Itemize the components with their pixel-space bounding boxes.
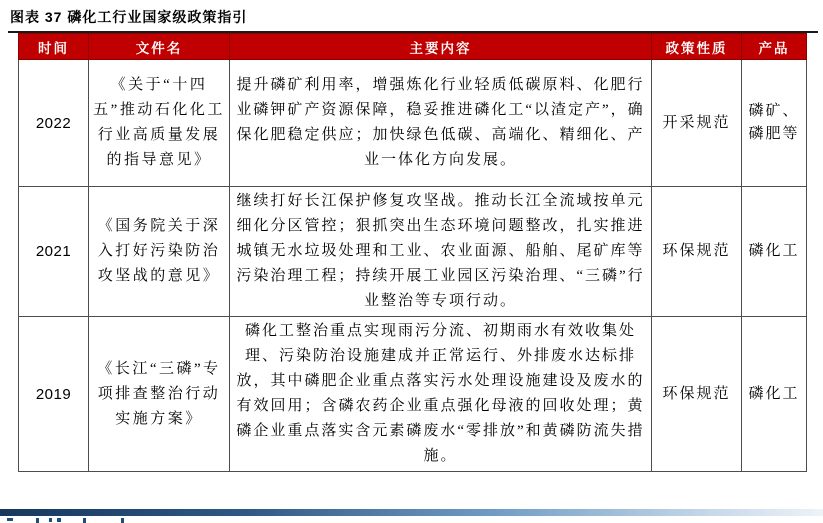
text-fragment xyxy=(57,518,61,522)
text-fragment xyxy=(121,518,124,523)
policy-table xyxy=(18,33,807,472)
table-row xyxy=(19,317,807,472)
cell-docname: 《国务院关于深入打好污染防治攻坚战的意见》 xyxy=(89,187,230,317)
text-fragment xyxy=(49,518,52,522)
header-row xyxy=(19,34,807,60)
cell-product: 磷矿、磷肥等 xyxy=(742,60,807,187)
cell-nature: 环保规范 xyxy=(652,317,742,472)
cell-year: 2022 xyxy=(19,60,89,187)
col-header-docname: 文件名 xyxy=(89,34,230,60)
cell-product: 磷化工 xyxy=(742,317,807,472)
col-header-product: 产品 xyxy=(742,34,807,60)
table-header xyxy=(19,34,807,60)
cell-nature: 开采规范 xyxy=(652,60,742,187)
cell-content: 磷化工整治重点实现雨污分流、初期雨水有效收集处理、污染防治设施建成并正常运行、外排废水达标排放，其中磷肥企业重点落实污水处理设施建设及废水的有效回用；含磷农药企业重点强化母液的回收处理；黄磷企业重点落实含元素磷废水“零排放”和黄磷防流失措施。 xyxy=(230,317,652,472)
cell-year: 2021 xyxy=(19,187,89,317)
cell-product: 磷化工 xyxy=(742,187,807,317)
col-header-time: 时间 xyxy=(19,34,89,60)
cell-nature: 环保规范 xyxy=(652,187,742,317)
footer-gradient-bar xyxy=(0,509,823,516)
cell-docname: 《关于“十四五”推动石化化工行业高质量发展的指导意见》 xyxy=(89,60,230,187)
text-fragment xyxy=(7,518,13,521)
cell-year: 2019 xyxy=(19,317,89,472)
clipped-footer-text xyxy=(0,518,300,523)
text-fragment xyxy=(83,518,86,523)
col-header-content: 主要内容 xyxy=(230,34,652,60)
table-row xyxy=(19,187,807,317)
cell-docname: 《长江“三磷”专项排查整治行动实施方案》 xyxy=(89,317,230,472)
figure-title: 图表 37 磷化工行业国家级政策指引 xyxy=(10,9,248,25)
table-row xyxy=(19,60,807,187)
col-header-nature: 政策性质 xyxy=(652,34,742,60)
text-fragment xyxy=(36,518,39,523)
cell-content: 继续打好长江保护修复攻坚战。推动长江全流域按单元细化分区管控；狠抓突出生态环境问题整改，扎实推进城镇无水垃圾处理和工业、农业面源、船舶、尾矿库等污染治理工程；持续开展工业园区污染治理、“三磷”行业整治等专项行动。 xyxy=(230,187,652,317)
cell-content: 提升磷矿利用率，增强炼化行业轻质低碳原料、化肥行业磷钾矿产资源保障，稳妥推进磷化工“以渣定产”，确保化肥稳定供应；加快绿色低碳、高端化、精细化、产业一体化方向发展。 xyxy=(230,60,652,187)
